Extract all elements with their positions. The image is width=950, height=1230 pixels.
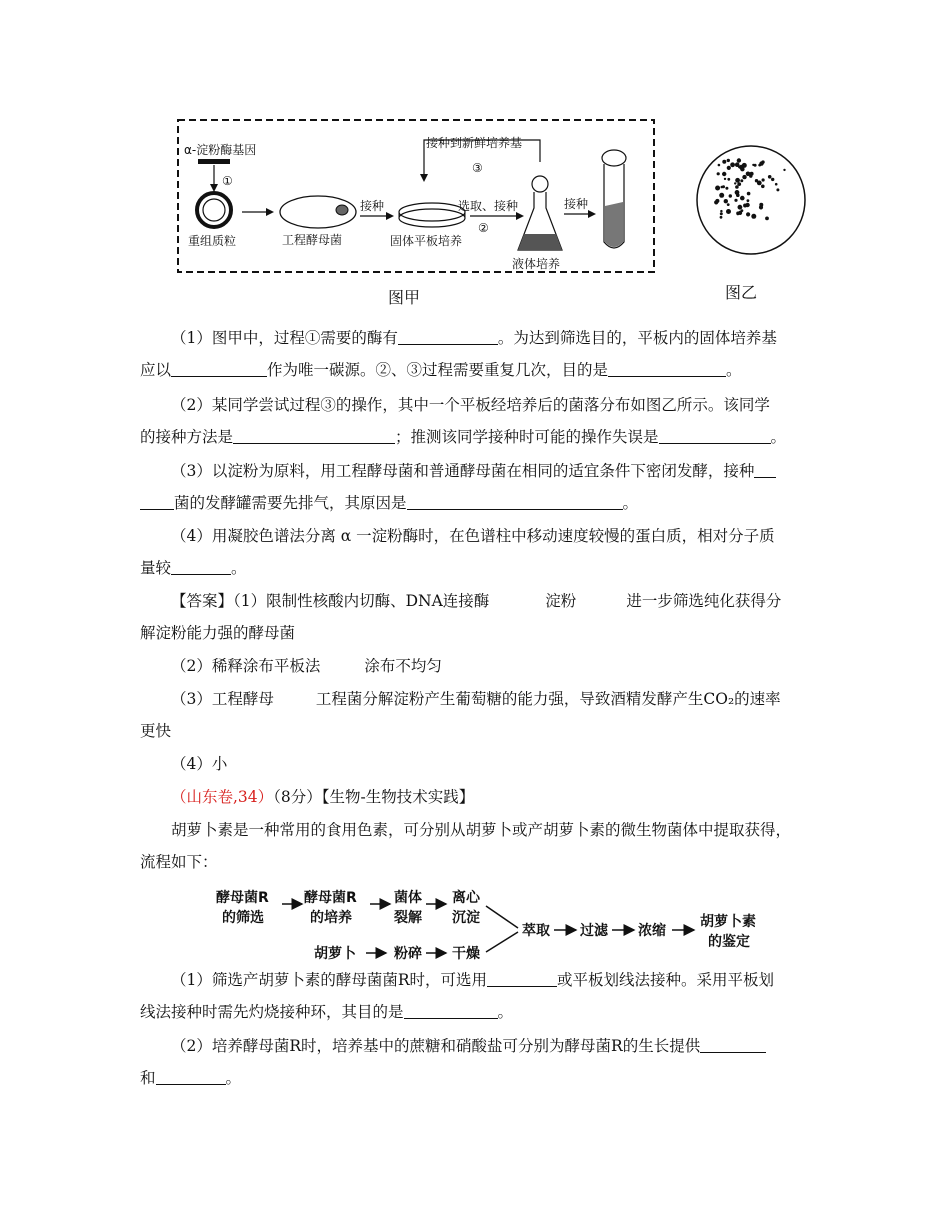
colony-dot (735, 178, 740, 183)
q3-text-a: （3）以淀粉为原料，用工程酵母菌和普通酵母菌在相同的适宜条件下密闭发酵，接种 (171, 462, 755, 480)
colony-dot (720, 212, 723, 215)
inoculate-2: 接种 (564, 197, 589, 211)
answer-blank[interactable] (171, 556, 231, 575)
colony-dot (737, 182, 741, 186)
sq1-text-a: （1）筛选产胡萝卜素的酵母菌菌R时，可选用 (171, 971, 488, 989)
flow-node-4a: 离心 (452, 890, 480, 906)
flow-node-3b: 裂解 (394, 910, 422, 926)
colony-dot (739, 165, 744, 170)
colony-dot (724, 199, 728, 203)
colony-dot (747, 192, 751, 196)
tube-culture (605, 202, 623, 247)
question-3-cont (140, 487, 820, 519)
answer-4b: 工程菌分解淀粉产生葡萄糖的能力强，导致酒精发酵产生CO₂的速率 (315, 690, 781, 708)
step1-label: ① (222, 174, 233, 188)
answer-blank[interactable] (404, 1000, 498, 1019)
colony-dot (765, 217, 769, 221)
colony-dot (724, 178, 726, 180)
colony-dot (751, 214, 756, 219)
petri-dish (697, 146, 805, 254)
sq2-text-c: 。 (225, 1069, 242, 1087)
answer-blank[interactable] (398, 326, 498, 345)
flow-diagram (210, 882, 780, 970)
colony-dot (775, 183, 778, 186)
flow-node-2a: 酵母菌R (304, 890, 357, 906)
flow-join-bottom (486, 932, 518, 952)
flow-node-10: 浓缩 (638, 923, 666, 939)
flow-node-3a: 菌体 (394, 890, 422, 906)
colony-dot (722, 160, 726, 164)
colony-dot (717, 172, 720, 175)
colony-dot (750, 172, 754, 176)
intro-1: 胡萝卜素是一种常用的食用色素，可分别从胡萝卜或产胡萝卜素的微生物菌体中提取获得， (171, 821, 792, 839)
colony-dot (761, 185, 765, 189)
answer-3a: （2）稀释涂布平板法 (171, 657, 321, 675)
colony-dot (737, 213, 740, 216)
question-2-cont (140, 421, 820, 453)
flow-join-top (486, 906, 518, 928)
sq1-text-d: 。 (497, 1003, 514, 1021)
colony-dot (762, 178, 765, 181)
colony-dot (729, 194, 732, 197)
fresh-label: 接种到新鲜培养基 (426, 136, 523, 150)
q1-text-a: （1）图甲中，过程①需要的酶有 (171, 329, 398, 347)
answer-line-3 (140, 650, 820, 682)
q1-text-b: 。为达到筛选目的，平板内的固体培养基 (497, 329, 777, 347)
plasmid-inner (203, 199, 225, 221)
answer-4a: （3）工程酵母 (171, 690, 274, 708)
flow-node-6: 粉碎 (394, 946, 422, 962)
colony-dot (719, 193, 724, 198)
flask-liquid (518, 234, 562, 250)
plasmid-label: 重组质粒 (188, 234, 237, 248)
colony-dot (759, 161, 763, 165)
answer-blank[interactable] (659, 425, 771, 444)
flow-node-1b: 的筛选 (222, 910, 264, 926)
colony-dot (771, 178, 774, 181)
answer-line-5 (140, 715, 820, 747)
flow-node-1a: 酵母菌R (216, 890, 269, 906)
colony-dot (720, 210, 722, 212)
liquid-label: 液体培养 (512, 257, 561, 271)
sub-question-2 (140, 1030, 820, 1062)
colony-dot (745, 203, 749, 207)
colony-dot (725, 187, 728, 190)
answer-blank[interactable] (754, 459, 776, 478)
answer-2: 解淀粉能力强的酵母菌 (140, 624, 296, 642)
q1-text-e: 。 (726, 361, 742, 379)
colony-dot (722, 172, 726, 176)
tube-cap (602, 150, 626, 166)
colony-dot (720, 216, 723, 219)
answer-line-2 (140, 617, 820, 649)
question-1-cont (140, 354, 820, 386)
colony-dot (715, 186, 720, 191)
colony-dot (735, 162, 740, 167)
yeast-nucleus (336, 205, 348, 215)
q1-text-c: 应以 (140, 361, 172, 379)
sq1-text-b: 或平板划线法接种。采用平板划 (557, 971, 775, 989)
q2-text-d: 。 (770, 428, 787, 446)
answer-6: （4）小 (171, 755, 228, 773)
flow-node-4b: 沉淀 (452, 910, 480, 926)
colony-dot (742, 175, 746, 179)
sq2-text-b: 和 (140, 1069, 156, 1087)
flow-node-2b: 的培养 (310, 910, 352, 926)
colony-dot (740, 196, 745, 201)
arrowhead (588, 210, 596, 218)
q4-text-c: 。 (231, 559, 247, 577)
q2-text-c: ；推测该同学接种时可能的操作失误是 (395, 428, 659, 446)
colony-dot (721, 186, 724, 189)
q3-text-c: 。 (622, 494, 639, 512)
answer-blank[interactable] (156, 1066, 226, 1085)
question-4-cont (140, 552, 820, 584)
answer-1b: 淀粉 (545, 592, 577, 610)
answer-blank[interactable] (608, 358, 726, 377)
arrowhead (386, 212, 394, 220)
colony-dot (727, 159, 730, 162)
answer-line-1 (140, 585, 820, 617)
colony-dot (727, 166, 731, 170)
colony-dot (726, 209, 731, 214)
colony-dot (718, 164, 721, 167)
colony-dot (757, 181, 762, 186)
question-3 (140, 455, 820, 487)
q1-text-d: 作为唯一碳源。②、③过程需要重复几次，目的是 (267, 361, 609, 379)
colony-dot (747, 199, 750, 202)
q2-text-b: 的接种方法是 (140, 428, 234, 446)
sub-question-2-cont (140, 1062, 820, 1094)
q4-text-a: （4）用凝胶色谱法分离 α 一淀粉酶时，在色谱柱中移动速度较慢的蛋白质，相对分子质 (171, 527, 775, 545)
sub-question-1 (140, 964, 820, 996)
colony-dot (746, 212, 750, 216)
answer-blank[interactable] (233, 425, 395, 444)
source-label: （山东卷,34） (171, 788, 274, 806)
figure-a-caption: 图甲 (388, 288, 421, 307)
question-2 (140, 389, 820, 421)
colony-cluster (714, 158, 786, 220)
colony-dot (737, 158, 741, 162)
plate-label: 固体平板培养 (390, 234, 463, 248)
colony-dot (730, 162, 735, 167)
sub-question-1-cont (140, 996, 820, 1028)
sq1-text-c: 线法接种时需先灼烧接种环，其目的是 (140, 1003, 404, 1021)
figure-b (695, 130, 815, 310)
q4-text-b: 量较 (140, 559, 172, 577)
answer-blank[interactable] (171, 358, 267, 377)
step3-label: ③ (472, 161, 483, 175)
colony-dot (776, 188, 779, 191)
flow-node-9: 过滤 (580, 923, 608, 939)
colony-dot (754, 164, 757, 167)
intro-line-2 (140, 846, 820, 878)
arrowhead (420, 174, 428, 182)
answer-1c: 进一步筛选纯化获得分 (626, 592, 782, 610)
plasmid-outer (197, 193, 231, 227)
step2-label: ② (478, 221, 489, 235)
colony-dot (734, 182, 736, 184)
colony-dot (727, 203, 730, 206)
flow-node-11a: 胡萝卜素 (700, 914, 756, 930)
score-label: （8分）【生物-生物技术实践】 (273, 788, 475, 806)
colony-dot (734, 199, 737, 202)
flask-stopper (532, 176, 548, 192)
answer-blank[interactable] (700, 1034, 766, 1053)
gene-bar (198, 159, 230, 164)
yeast-label: 工程酵母菌 (282, 233, 343, 247)
inoculate-1: 接种 (360, 199, 385, 213)
flow-node-8: 萃取 (522, 923, 550, 939)
colony-dot (735, 185, 739, 189)
arrowhead (266, 208, 274, 216)
arrowhead (210, 184, 218, 192)
flow-node-5: 胡萝卜 (314, 946, 356, 962)
arrowhead (516, 212, 524, 220)
answer-blank[interactable] (407, 491, 623, 510)
colony-dot (783, 169, 785, 171)
answer-5: 更快 (140, 722, 172, 740)
answer-blank[interactable] (140, 491, 174, 510)
select-label: 选取、接种 (458, 199, 519, 213)
question-1 (140, 322, 820, 354)
flow-node-7: 干燥 (452, 946, 480, 962)
shandong-header (140, 781, 820, 813)
figure-b-caption: 图乙 (725, 283, 758, 302)
colony-dot (740, 179, 743, 182)
question-4 (140, 520, 820, 552)
colony-dot (759, 205, 763, 209)
q2-text-a: （2）某同学尝试过程③的操作，其中一个平板经培养后的菌落分布如图乙所示。该同学 (171, 396, 770, 414)
gene-label: α-淀粉酶基因 (184, 143, 257, 157)
figure-a (170, 112, 670, 312)
answer-line-4 (140, 683, 820, 715)
answer-blank[interactable] (487, 968, 557, 987)
colony-dot (768, 175, 772, 179)
intro-line-1 (140, 814, 820, 846)
intro-2: 流程如下： (140, 853, 218, 871)
colony-dot (735, 190, 740, 195)
answer-1a: 【答案】（1）限制性核酸内切酶、DNA连接酶 (171, 592, 490, 610)
flow-node-11b: 的鉴定 (708, 934, 750, 950)
answer-3b: 涂布不均匀 (364, 657, 442, 675)
answer-line-6 (140, 748, 820, 780)
sq2-text-a: （2）培养酵母菌R时，培养基中的蔗糖和硝酸盐可分别为酵母菌R的生长提供 (171, 1037, 701, 1055)
colony-dot (727, 178, 730, 181)
colony-dot (714, 200, 718, 204)
colony-dot (738, 205, 743, 210)
q3-text-b: 菌的发酵罐需要先排气，其原因是 (174, 494, 407, 512)
